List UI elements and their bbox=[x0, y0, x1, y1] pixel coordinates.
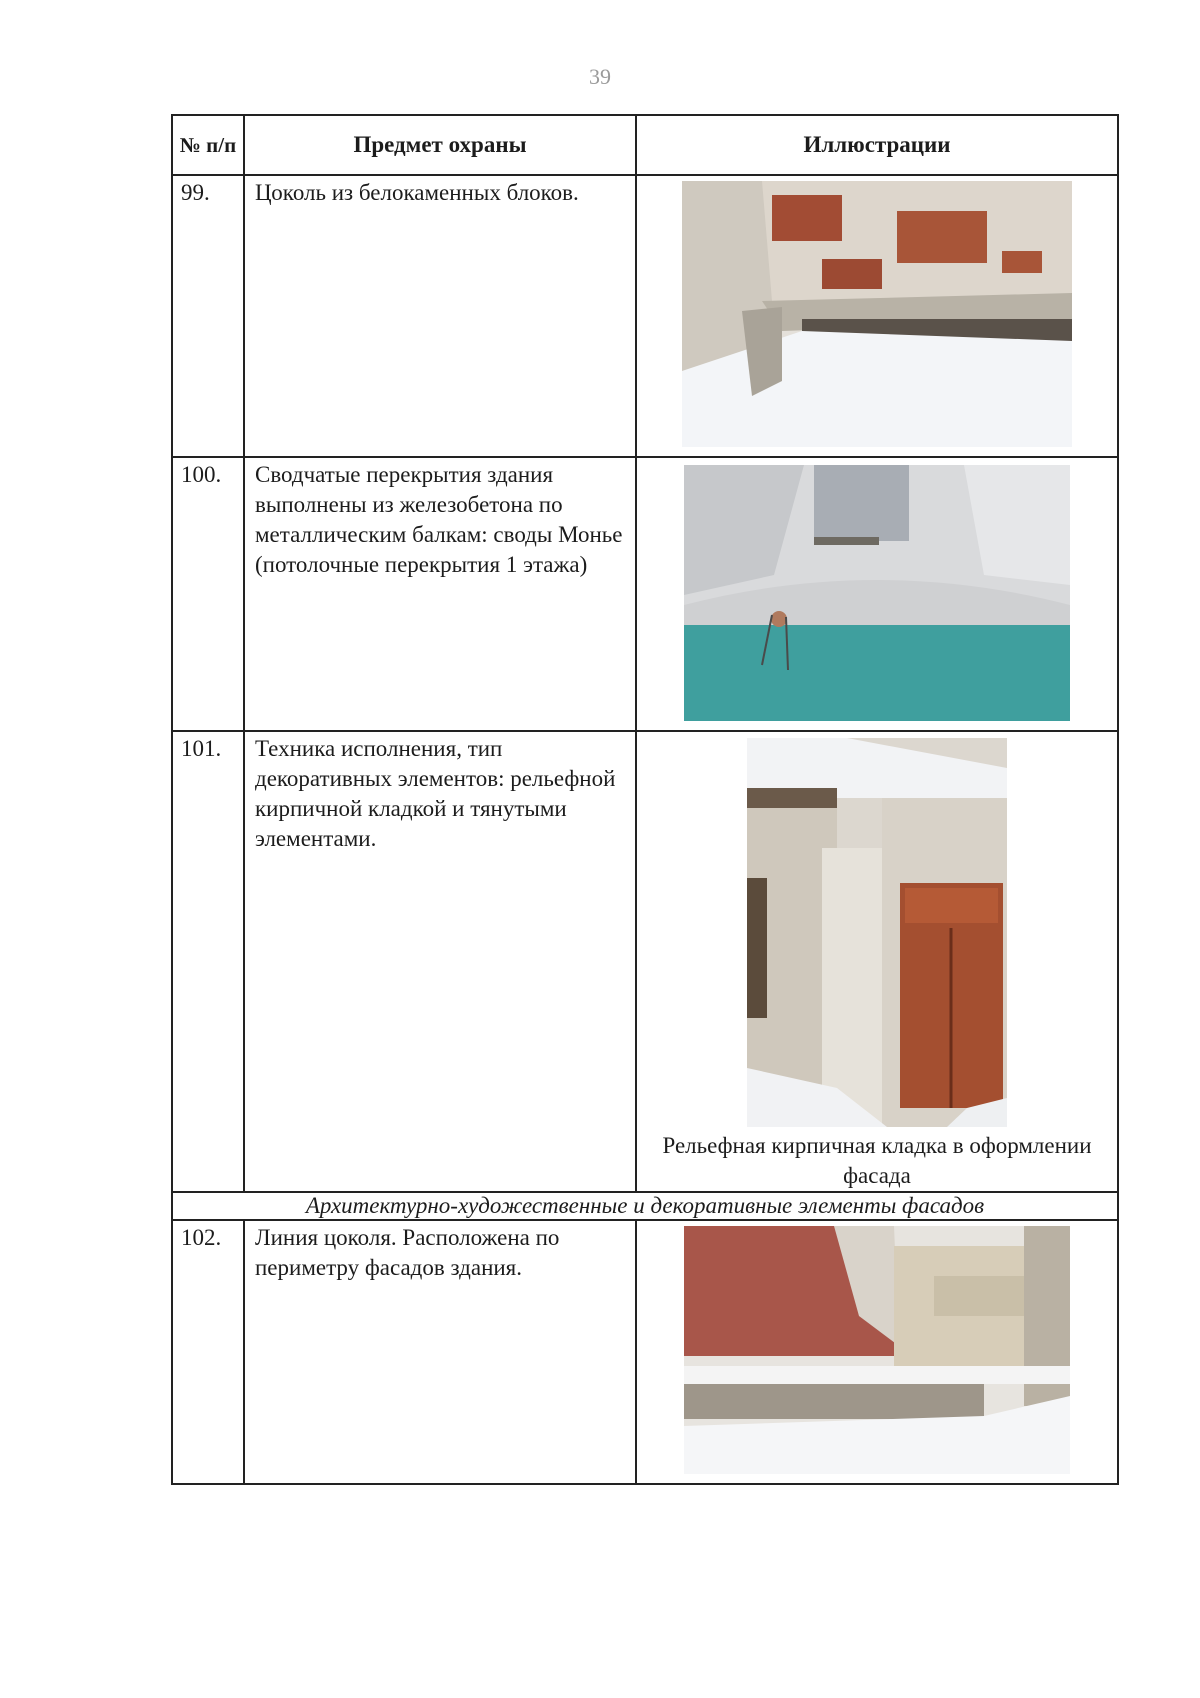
row-number: 99. bbox=[172, 175, 244, 457]
section-row bbox=[172, 1192, 1118, 1220]
row-number: 100. bbox=[172, 457, 244, 731]
section-title: Архитектурно-художественные и декоративные элементы фасадов bbox=[172, 1192, 1118, 1220]
header-illustrations: Иллюстрации bbox=[636, 115, 1118, 175]
photo-caption: Рельефная кирпичная кладка в оформлении фасада bbox=[662, 1133, 1092, 1188]
row-illustration bbox=[636, 731, 1118, 1192]
header-subject: Предмет охраны bbox=[244, 115, 636, 175]
table-row bbox=[172, 457, 1118, 731]
header-number: № п/п bbox=[172, 115, 244, 175]
table-row bbox=[172, 731, 1118, 1192]
table-row bbox=[172, 175, 1118, 457]
page-number: 39 bbox=[589, 64, 611, 89]
photo-plinth-line bbox=[684, 1226, 1070, 1474]
row-number: 102. bbox=[172, 1220, 244, 1484]
row-illustration bbox=[636, 175, 1118, 457]
row-number: 101. bbox=[172, 731, 244, 1192]
row-subject: Сводчатые перекрытия здания выполнены из железобетона по металлическим балкам: своды Монье (потолочные перекрытия 1 этажа) bbox=[244, 457, 636, 731]
row-illustration bbox=[636, 1220, 1118, 1484]
photo-vaulted-ceiling bbox=[684, 465, 1070, 721]
protection-subject-table bbox=[171, 114, 1119, 1485]
table-header-row bbox=[172, 115, 1118, 175]
table-row bbox=[172, 1220, 1118, 1484]
photo-plinth bbox=[682, 181, 1072, 447]
photo-facade-door bbox=[747, 738, 1007, 1127]
row-subject: Техника исполнения, тип декоративных элементов: рельефной кирпичной кладкой и тянутыми элементами. bbox=[244, 731, 636, 1192]
row-subject: Цоколь из белокаменных блоков. bbox=[244, 175, 636, 457]
row-subject: Линия цоколя. Расположена по периметру фасадов здания. bbox=[244, 1220, 636, 1484]
row-illustration bbox=[636, 457, 1118, 731]
